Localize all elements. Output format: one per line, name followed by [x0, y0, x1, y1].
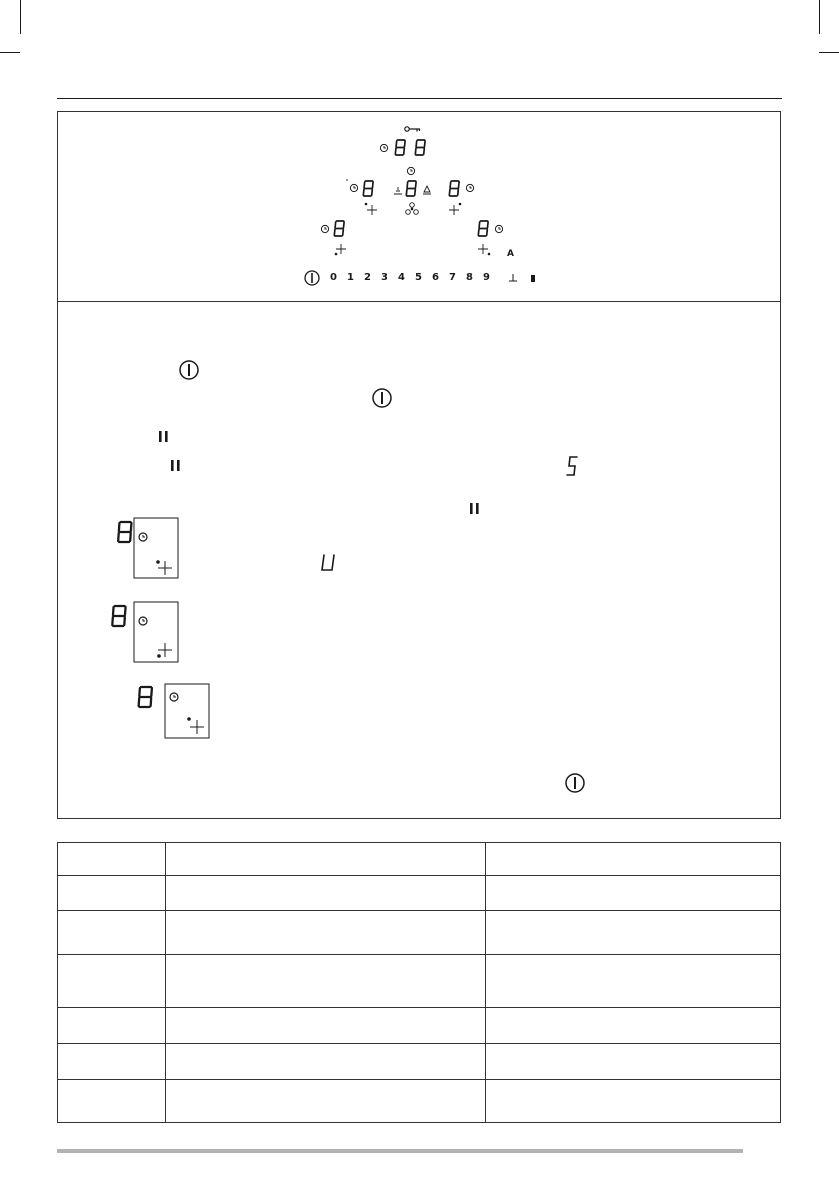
- timer-digit-2: [415, 140, 425, 155]
- table-row: [58, 1044, 781, 1080]
- table-cell: [58, 1080, 166, 1123]
- plus-icon: [336, 244, 346, 254]
- table-cell: [165, 1008, 486, 1044]
- table-cell: [58, 955, 166, 1008]
- table-cell: [486, 1008, 781, 1044]
- zone-display-example-3: [139, 684, 209, 738]
- fan-level-digit: [406, 181, 416, 196]
- footer-bar: [57, 1149, 743, 1153]
- table-cell: [486, 955, 781, 1008]
- hood-light-icon: [394, 187, 402, 194]
- table-row: [58, 843, 781, 876]
- clock-icon: [407, 167, 414, 174]
- plus-icon: [367, 205, 377, 215]
- table-cell: [165, 876, 486, 911]
- timer-digit-1: [395, 140, 405, 155]
- clock-icon: [380, 144, 387, 151]
- fan-icon: [406, 203, 419, 215]
- power-level-2[interactable]: 2: [364, 272, 371, 283]
- power-level-9[interactable]: 9: [483, 272, 490, 283]
- power-icon: [180, 361, 198, 379]
- table-cell: [58, 1008, 166, 1044]
- table-cell: [486, 843, 781, 876]
- table-cell: [58, 1044, 166, 1080]
- plus-icon: [478, 244, 488, 254]
- power-level-0[interactable]: 0: [330, 272, 337, 283]
- power-level-scale: [330, 272, 500, 286]
- pause-icon: [470, 503, 479, 514]
- instruction-icons: [0, 300, 839, 810]
- segment-s-glyph: [567, 457, 577, 475]
- power-level-5[interactable]: 5: [415, 272, 422, 283]
- pause-icon: [171, 460, 180, 471]
- power-level-3[interactable]: 3: [381, 272, 388, 283]
- zone-display-example-2: [112, 602, 178, 662]
- clock-icon: [466, 184, 473, 191]
- zone-digit-right-front: [478, 221, 488, 236]
- zone-digit-left-rear: [363, 181, 373, 196]
- clock-icon: [350, 184, 357, 191]
- table-row: [58, 1080, 781, 1123]
- table-cell: [165, 843, 486, 876]
- table-cell: [486, 1044, 781, 1080]
- zone-digit-left-front: [334, 221, 344, 236]
- table-row: [58, 955, 781, 1008]
- power-level-4[interactable]: 4: [398, 272, 405, 283]
- zone-display-example-1: [118, 518, 178, 578]
- table-cell: [165, 911, 486, 955]
- table-cell: [486, 876, 781, 911]
- stop-go-icon: [509, 274, 517, 281]
- power-icon: [566, 774, 584, 792]
- table-cell: [165, 1044, 486, 1080]
- power-icon: [373, 389, 391, 407]
- table-cell: [486, 911, 781, 955]
- power-level-7[interactable]: 7: [449, 272, 456, 283]
- power-level-1[interactable]: 1: [347, 272, 354, 283]
- control-panel-diagram: [0, 0, 839, 300]
- table-row: [58, 911, 781, 955]
- stop-icon: [531, 275, 535, 282]
- clock-icon: [321, 225, 328, 232]
- table-cell: [58, 911, 166, 955]
- pause-icon: [159, 431, 168, 442]
- table-row: [58, 1008, 781, 1044]
- power-level-8[interactable]: 8: [466, 272, 473, 283]
- plus-icon: [449, 205, 459, 215]
- clock-icon: [495, 225, 502, 232]
- power-level-6[interactable]: 6: [432, 272, 439, 283]
- power-onoff-icon: [305, 271, 319, 285]
- key-lock-icon: [405, 127, 420, 132]
- info-table: [57, 842, 781, 1123]
- auto-label: A: [507, 249, 514, 259]
- hood-auto-icon: [423, 186, 431, 194]
- table-cell: [165, 955, 486, 1008]
- zone-digit-right-rear: [449, 181, 459, 196]
- table-cell: [58, 843, 166, 876]
- segment-u-glyph: [322, 555, 334, 570]
- table-cell: [58, 876, 166, 911]
- table-row: [58, 876, 781, 911]
- table-cell: [165, 1080, 486, 1123]
- table-cell: [486, 1080, 781, 1123]
